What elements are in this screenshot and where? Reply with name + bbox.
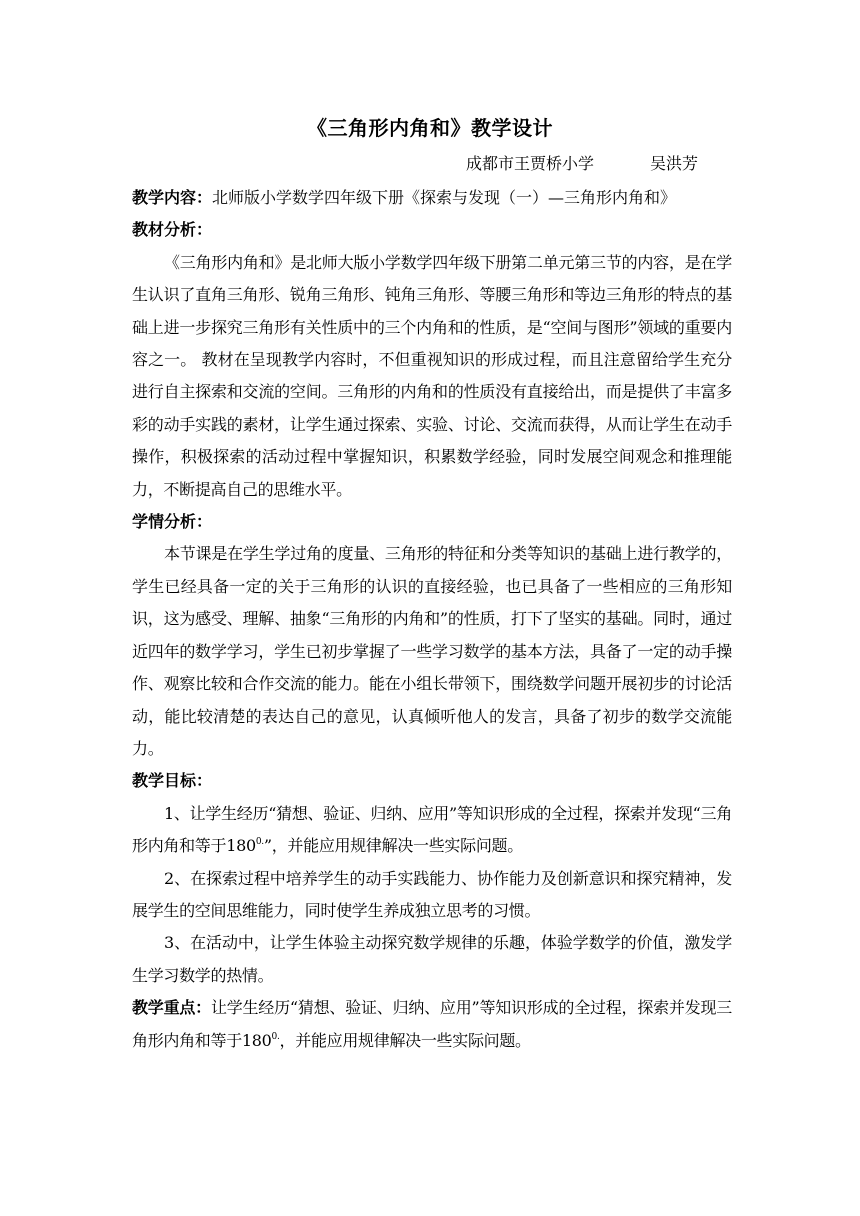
student-analysis-paragraph: 本节课是在学生学过角的度量、三角形的特征和分类等知识的基础上进行教学的，学生已经具备一定的关于三角形的认识的直接经验，也已具备了一些相应的三角形知识，这为感受、理解、抽象“三角形的内角和”的性质，打下了坚实的基础。同时，通过近四年的数学学习，学生已初步掌握了一些学习数学的基本方法，具备了一定的动手操作、观察比较和合作交流的能力。能在小组长带领下，围绕数学问题开展初步的讨论活动，能比较清楚的表达自己的意见，认真倾听他人的发言，具备了初步的数学交流能力。 bbox=[132, 544, 732, 758]
author-school: 成都市王贾桥小学 bbox=[466, 154, 595, 173]
author-name: 吴洪芳 bbox=[650, 154, 699, 173]
key-point-label: 教学重点： bbox=[132, 998, 211, 1018]
teaching-content-text: 北师版小学数学四年级下册《探索与发现（一）—三角形内角和》 bbox=[212, 188, 677, 207]
objective-item-2: 2、在探索过程中培养学生的动手实践能力、协作能力及创新意识和探究精神，发展学生的空间思维能力，同时使学生养成独立思考的习惯。 bbox=[132, 868, 732, 920]
teaching-content bbox=[132, 182, 732, 214]
key-point-tail: ，并能应用规律解决一些实际问题。 bbox=[279, 1030, 531, 1050]
student-analysis-heading: 学情分析： bbox=[132, 512, 213, 532]
teaching-content-label: 教学内容： bbox=[132, 188, 213, 207]
material-analysis-paragraph: 《三角形内角和》是北师大版小学数学四年级下册第二单元第三节的内容，是在学生认识了直角三角形、锐角三角形、钝角三角形、等腰三角形和等边三角形的特点的基础上进一步探究三角形有关性质中的三个内角和的性质，是“空间与图形”领域的重要内容之一。 教材在呈现教学内容时，不但重视知识的形成过程，而且注意留给学生充分进行自主探索和交流的空间。三角形的内角和的性质没有直接给出，而是提供了丰富多彩的动手实践的素材，让学生通过探索、实验、讨论、交流而获得，从而让学生在动手操作，积极探索的活动过程中掌握知识，积累数学经验，同时发展空间观念和推理能力，不断提高自己的思维水平。 bbox=[132, 252, 732, 499]
objective-item-1-tail: ”，并能应用规律解决一些实际问题。 bbox=[263, 836, 523, 856]
key-point-text: 让学生经历“猜想、验证、归纳、应用”等知识形成的全过程，探索并发现三角形内角和等于180 bbox=[132, 998, 732, 1050]
degree-mark: 0. bbox=[255, 837, 264, 848]
degree-mark: 0. bbox=[271, 1031, 280, 1042]
document-body bbox=[132, 182, 732, 1057]
objective-item-1 bbox=[132, 798, 732, 863]
author-line bbox=[466, 148, 698, 180]
objective-item-1-text: 1、让学生经历“猜想、验证、归纳、应用”等知识形成的全过程，探索并发现“三角形内角和等于180 bbox=[132, 803, 732, 856]
objectives-heading: 教学目标： bbox=[132, 771, 213, 791]
material-analysis-heading: 教材分析： bbox=[132, 220, 213, 240]
key-point bbox=[132, 992, 732, 1057]
objective-item-3: 3、在活动中，让学生体验主动探究数学规律的乐趣，体验学数学的价值，激发学生学习数学的热情。 bbox=[132, 933, 732, 985]
document-title: 《三角形内角和》教学设计 bbox=[307, 116, 553, 140]
